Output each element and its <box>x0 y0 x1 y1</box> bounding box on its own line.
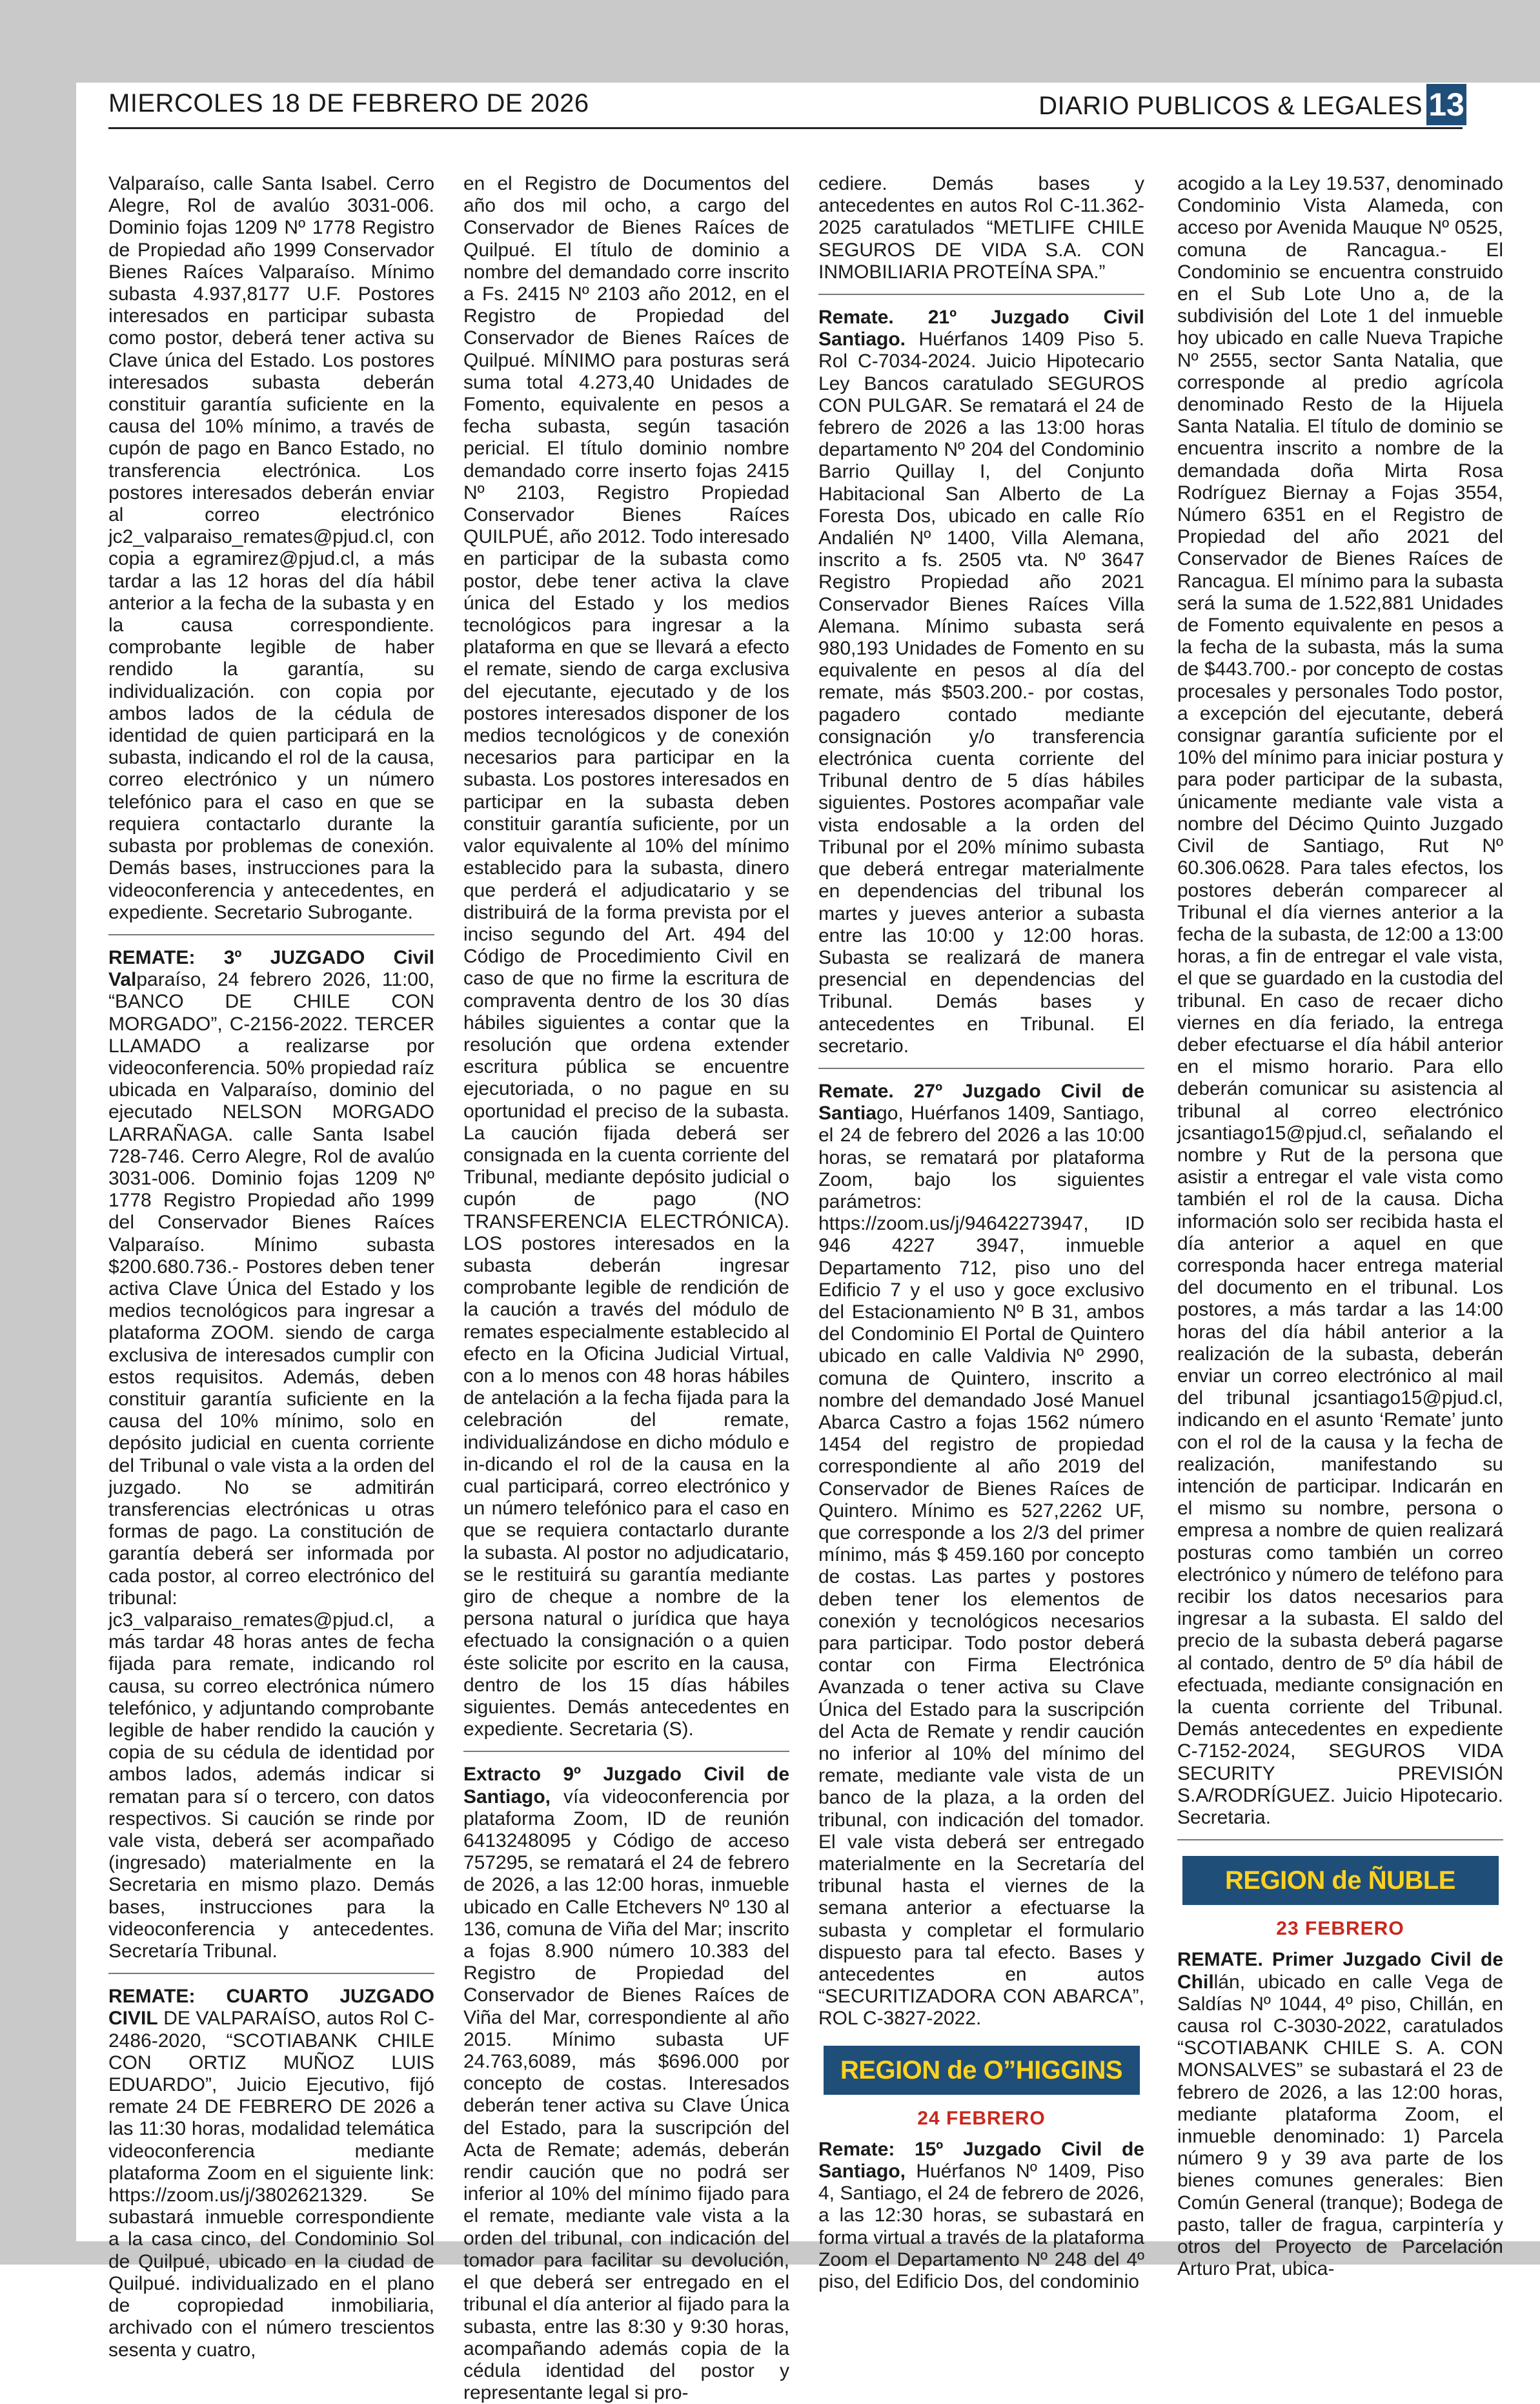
notice-body: DE VALPARAÍSO, autos Rol C-2486-2020, “SCOTIABANK CHILE CON ORTIZ MUÑOZ LUIS EDUARDO”, Juicio Ejecutivo, fijó remate 24 DE FEBRERO DE 2026 a las 11:30 horas, modalidad telemática videoconferencia mediante plataforma Zoom en el siguiente link: https://zoom.us/j/3802621329. Se subastará inmueble correspondiente a la casa cinco, del Condominio Sol de Quilpué, ubicado en la ciudad de Quilpué. individualizado en el plano de copropiedad inmobiliaria, archivado con el número trescientos sesenta y cuatro, <box>108 2008 434 2361</box>
notice-divider <box>108 1973 434 1974</box>
header-date: MIERCOLES 18 DE FEBRERO DE 2026 <box>108 89 589 117</box>
notice-divider <box>463 1751 789 1752</box>
notice-body: go, Huérfanos 1409, Santiago, el 24 de febrero del 2026 a las 10:00 horas, se rematará por plataforma Zoom, bajo los siguientes parámetros: https://zoom.us/j/94642273947, ID 946 4227 3947, inmueble Departamento 712, piso uno del Edificio 7 y el uso y goce exclusivo del Estacionamiento Nº B 31, ambos del Condominio El Portal de Quintero ubicado en calle Valdivia Nº 2990, comuna de Quintero, inscrito a nombre del demandado José Manuel Abarca Castro a fojas 1562 número 1454 del registro de propiedad correspondiente al año 2019 del Conservador de Bienes Raíces de Quintero. Mínimo es 527,2262 UF, que corresponde a los 2/3 del primer mínimo, más $ 459.160 por concepto de costas. Las partes y postores deben tener los elementos de conexión y tecnológicos necesarios para participar. Todo postor deberá contar con Firma Electrónica Avanzada o tener activa su Clave Única del Estado para la suscripción del Acta de Remate y rendir caución no inferior al 10% del mínimo del remate, mediante vale vista de un banco de la plaza, a la orden del tribunal, con indicación del tomador. El vale vista deberá ser entregado materialmente en la Secretaría del tribunal hasta el viernes de la semana anterior a efectuarse la subasta y completar el formulario dispuesto para tal efecto. Bases y antecedentes en autos “SECURITIZADORA CON ABARCA”, ROL C-3827-2022. <box>818 1103 1144 2030</box>
notice <box>818 307 1144 1057</box>
date-heading: 23 FEBRERO <box>1276 1918 1404 1940</box>
notice-divider <box>818 1068 1144 1069</box>
notice-lead: Remate. 21º Juzgado Civil Santiago. <box>818 307 1144 351</box>
notice-lead: Extracto 9º Juzgado Civil de Santiago, <box>463 1764 789 1808</box>
notice-text: en el Registro de Documentos del año dos mil ocho, a cargo del Conservador de Bienes Raíces de Quilpué. El título de dominio a nombre del demandado corre inscrito a Fs. 2415 Nº 2103 año 2012, en el Registro de Propiedad del Conservador de Bienes Raíces de Quilpué. MÍNIMO para posturas será suma total 4.273,40 Unidades de Fomento, equivalente en pesos a fecha subasta, según tasación pericial. El título dominio nombre demandado corre inserto fojas 2415 Nº 2103, Registro Propiedad Conservador Bienes Raíces QUILPUÉ, año 2012. Todo interesado en participar de la subasta como postor, debe tener activa la clave única del Estado y los medios tecnológicos para ingresar a la plataforma en que se llevará a efecto el remate, siendo de carga exclusiva del ejecutante, ejecutado y de los postores interesados disponer de los medios tecnológicos y de conexión necesarios para participar en la subasta. Los postores interesados en participar en la subasta deben constituir garantía suficiente, por un valor equivalente al 10% del mínimo establecido para la subasta, dinero que perderá el adjudicatario y se distribuirá de la forma prevista por el inciso segundo del Art. 494 del Código de Procedimiento Civil en caso de que no firme la escritura de compraventa dentro de los 30 días hábiles siguientes a contar que la resolución que ordena extender escritura pública se encuentre ejecutoriada, o no pague en su oportunidad el preciso de la subasta. La caución fijada deberá ser consignada en la cuenta corriente del Tribunal, mediante depósito judicial o cupón de pago (NO TRANSFERENCIA ELECTRÓNICA). LOS postores interesados en la subasta deberán ingresar comprobante legible de rendición de la caución a través del módulo de remates especialmente establecido al efecto en la Oficina Judicial Virtual, con a lo menos con 48 horas hábiles de antelación a la fecha fijada para la celebración del remate, individualizándose en dicho módulo e in-dicando el rol de la causa en la cual participará, correo electrónico y un número telefónico para el caso en que se requiera contactarlo durante la subasta. Al postor no adjudicatario, se le restituirá su garantía mediante giro de cheque a nombre de la persona natural o jurídica que haya efectuado la consignación o a quien éste solicite por escrito en la causa, dentro de los 15 días hábiles siguientes. Demás antecedentes en expediente. Secretaria (S). <box>463 173 789 1740</box>
notice-body: lán, ubicado en calle Vega de Saldías Nº 1044, 4º piso, Chillán, en causa rol C-3030-2022, caratulados “SCOTIABANK CHILE S. A. CON MONSALVES” se subastará el 23 de febrero de 2026, a las 12:00 horas, mediante plataforma Zoom, el inmueble denominado: 1) Parcela número 9 y 39 ava parte de los bienes comunes generales: Bien Común General (tranque); Bodega de pasto, taller de fragua, carpintería y otros del Proyecto de Parcelación Arturo Prat, ubica- <box>1177 1971 1503 2280</box>
notice-lead: REMATE. Primer Juzgado Civil de Chil <box>1177 1949 1503 1993</box>
notice-text: cediere. Demás bases y antecedentes en autos Rol C-11.362-2025 caratulados “METLIFE CHILE SEGUROS DE VIDA S.A. CON INMOBILIARIA PROTEÍNA SPA.” <box>818 173 1144 283</box>
notice-body: paraíso, 24 febrero 2026, 11:00, “BANCO DE CHILE CON MORGADO”, C-2156-2022. TERCER LLAMADO a realizarse por videoconferencia. 50% propiedad raíz ubicada en Valparaíso, dominio del ejecutado NELSON MORGADO LARRAÑAGA. calle Santa Isabel 728-746. Cerro Alegre, Rol de avalúo 3031-006. Dominio fojas 1209 Nº 1778 Registro Propiedad año 1999 del Conservador Bienes Raíces Valparaíso. Mínimo subasta $200.680.736.- Postores deben tener activa Clave Única del Estado y los medios tecnológicos para ingresar a plataforma ZOOM. siendo de carga exclusiva de interesados cumplir con estos requisitos. Además, deben constituir garantía suficiente en la causa del 10% mínimo, solo en depósito judicial en cuenta corriente del Tribunal o vale vista a la orden del juzgado. No se admitirán transferencias electrónicas u otras formas de pago. La constitución de garantía deberá ser informada por cada postor, al correo electrónico del tribunal: jc3_valparaiso_remates@pjud.cl, a más tardar 48 horas antes de fecha fijada para remate, indicando rol causa, su correo electrónica número telefónico, y adjuntando comprobante legible de haber rendido la caución y copia de su cédula de identidad por ambos lados, además indicar si rematan para sí o tercero, con datos respectivos. Si caución se rinde por vale vista, deberá ser acompañado (ingresado) materialmente en la Secretaria en mismo plazo. Demás bases, instrucciones para la videoconferencia y antecedentes. Secretaría Tribunal. <box>108 969 434 1962</box>
notice <box>108 947 434 1962</box>
notice-lead: Remate. 27º Juzgado Civil de Santia <box>818 1080 1144 1125</box>
header-rule <box>108 127 1463 129</box>
column-3 <box>818 173 1144 2293</box>
page-number-badge: 13 <box>1426 84 1466 125</box>
notice-lead: Remate: 15º Juzgado Civil de Santiago, <box>818 2138 1144 2183</box>
notice <box>463 1764 789 2404</box>
notice-divider <box>1177 1839 1503 1840</box>
notice-divider <box>108 934 434 935</box>
page-frame-left <box>0 0 76 2265</box>
column-1 <box>108 173 434 2361</box>
notice-body: Huérfanos 1409 Piso 5. Rol C-7034-2024. Juicio Hipotecario Ley Bancos caratulado SEGUROS CON PULGAR. Se rematará el 24 de febrero de 2026 a las 13:00 horas departamento Nº 204 del Condominio Barrio Quillay I, del Conjunto Habitacional San Alberto de La Foresta Dos, ubicado en calle Río Andalién Nº 1400, Villa Alemana, inscrito a fs. 2505 vta. Nº 3647 Registro Propiedad año 2021 Conservador Bienes Raíces Villa Alemana. Mínimo subasta será 980,193 Unidades de Fomento en su equivalente en pesos al día del remate, más $503.200.- por costas, pagadero contado mediante consignación y/o transferencia electrónica cuenta corriente del Tribunal dentro de 5 días hábiles siguientes. Postores acompañar vale vista endosable a la orden del Tribunal por el 20% mínimo subasta que deberá entregar materialmente en dependencias del tribunal los martes y jueves anterior a subasta entre las 10:00 y 12:00 horas. Subasta se realizará de manera presencial en dependencias del Tribunal. Demás bases y antecedentes en Tribunal. El secretario. <box>818 329 1144 1057</box>
notice <box>108 1986 434 2361</box>
column-4 <box>1177 173 1503 2280</box>
notice <box>818 1081 1144 2030</box>
region-banner-ohiggins: REGION de O”HIGGINS <box>824 2046 1140 2095</box>
notice-body: vía videoconferencia por plataforma Zoom, ID de reunión 6413248095 y Código de acceso 757295, se rematará el 24 de febrero de 2026, a las 12:00 horas, inmueble ubicado en Calle Etchevers Nº 130 al 136, comuna de Viña del Mar; inscrito a fojas 8.900 número 10.383 del Registro de Propiedad del Conservador de Bienes Raíces de Viña del Mar, correspondiente al año 2015. Mínimo subasta UF 24.763,6089, más $696.000 por concepto de costas. Interesados deberán tener activa su Clave Única del Estado, para la suscripción del Acta de Remate; además, deberán rendir caución que no podrá ser inferior al 10% del mínimo fijado para el remate, mediante vale vista a la orden del tribunal, con indicación del tomador para facilitar su devolución, el que deberá ser entregado en el tribunal el día anterior al fijado para la subasta, entre las 8:30 y 9:30 horas, acompañando además copia de la cédula identidad del postor y representante legal si pro- <box>463 1786 789 2404</box>
notice-text: Valparaíso, calle Santa Isabel. Cerro Alegre, Rol de avalúo 3031-006. Dominio fojas 1209 Nº 1778 Registro de Propiedad año 1999 Conservador Bienes Raíces Valparaíso. Mínimo subasta 4.937,8177 U.F. Postores interesados en participar subasta como postor, deberá tener activa su Clave única del Estado. Los postores interesados subasta deberán constituir garantía suficiente en la causa del 10% mínimo, a través de cupón de pago en Banco Estado, no transferencia electrónica. Los postores interesados deberán enviar al correo electrónico jc2_valparaiso_remates@pjud.cl, con copia a egramirez@pjud.cl, a más tardar a las 12 horas del día hábil anterior a la fecha de la subasta y en la causa correspondiente. comprobante legible de haber rendido la garantía, su individualización. con copia por ambos lados de la cédula de identidad de quien participará en la subasta, indicando el rol de la causa, correo electrónico y un número telefónico para el caso en que se requiera contactarlo durante la subasta por problemas de conexión. Demás bases, instrucciones para la videoconferencia y antecedentes, en expediente. Secretario Subrogante. <box>108 173 434 923</box>
notice-lead: REMATE: 3º JUZGADO Civil Val <box>108 946 434 991</box>
notice <box>1177 1949 1503 2280</box>
date-heading: 24 FEBRERO <box>917 2107 1046 2129</box>
notice <box>818 2139 1144 2293</box>
notice-lead: REMATE: CUARTO JUZGADO CIVIL <box>108 1986 434 2030</box>
notice-text: acogido a la Ley 19.537, denominado Condominio Vista Alameda, con acceso por Avenida Mauque Nº 0525, comuna de Rancagua.- El Condominio se encuentra construido en el Sub Lote Uno a, de la subdivisión del Lote 1 del inmueble hoy ubicado en calle Nueva Trapiche Nº 2555, sector Santa Natalia, que corresponde al predio agrícola denominado Resto de la Hijuela Santa Natalia. El título de dominio se encuentra inscrito a nombre de la demandada doña Mirta Rosa Rodríguez Biernay a Fojas 3554, Número 6351 en el Registro de Propiedad del año 2021 del Conservador de Bienes Raíces de Rancagua. El mínimo para la subasta será la suma de 1.522,881 Unidades de Fomento equivalente en pesos a la fecha de la subasta, más la suma de $443.700.- por concepto de costas procesales y personales Todo postor, a excepción del ejecutante, deberá consignar garantía suficiente por el 10% del mínimo para iniciar postura y para poder participar de la subasta, únicamente mediante vale vista a nombre del Décimo Quinto Juzgado Civil de Santiago, Rut Nº 60.306.0628. Para tales efectos, los postores deberán comparecer al Tribunal el día viernes anterior a la fecha de la subasta, de 12:00 a 13:00 horas, a fin de entregar el vale vista, el que se guardado en la custodia del tribunal. En caso de recaer dicho viernes en día feriado, la entrega deber efectuarse el día hábil anterior en el mismo horario. Para ello deberán comunicar su asistencia al tribunal al correo electrónico jcsantiago15@pjud.cl, señalando el nombre y Rut de la persona que asistir a entregar el vale vista como también el rol de la causa. Dicha información solo ser recibida hasta el día anterior a aquel en que corresponda hacer entrega material del documento en el tribunal. Los postores, a más tardar a las 14:00 horas del día hábil anterior a la realización de la subasta, deberán enviar un correo electrónico al mail del tribunal jcsantiago15@pjud.cl, indicando en el asunto ‘Remate’ junto con el rol de la causa y la fecha de realización, manifestando su intención de participar. Indicarán en el mismo su nombre, persona o empresa a nombre de quien realizará posturas como también un correo electrónico y número de teléfono para recibir los datos necesarios para ingresar a la subasta. El saldo del precio de la subasta deberá pagarse al contado, dentro de 5º día hábil de efectuada, mediante consignación en la cuenta corriente del Tribunal. Demás antecedentes en expediente C-7152-2024, SEGUROS VIDA SECURITY PREVISIÓN S.A/RODRÍGUEZ. Juicio Hipotecario. Secretaria. <box>1177 173 1503 1829</box>
notice-divider <box>818 294 1144 295</box>
notice-body: Huérfanos Nº 1409, Piso 4, Santiago, el 24 de febrero de 2026, a las 12:30 horas, se subastará en forma virtual a través de la plataforma Zoom el Departamento Nº 248 del 4º piso, del Edificio Dos, del condominio <box>818 2161 1144 2293</box>
page-header <box>108 84 1463 125</box>
column-2 <box>463 173 789 2404</box>
region-banner-nuble: REGION de ÑUBLE <box>1182 1856 1499 1905</box>
publication-name: DIARIO PUBLICOS & LEGALES <box>1038 92 1423 120</box>
